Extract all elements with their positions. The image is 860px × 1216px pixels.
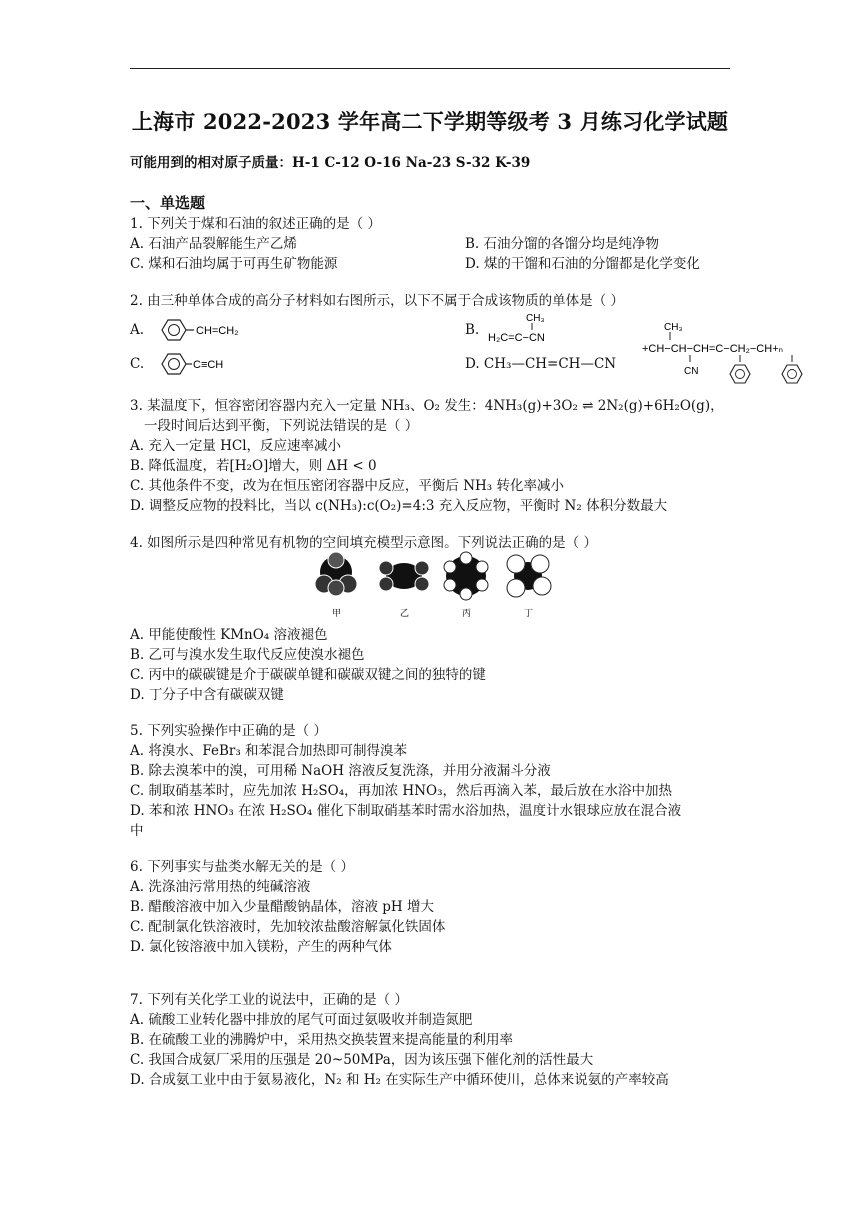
space-filling-models (306, 550, 556, 622)
q2-option-c: C. (130, 356, 145, 372)
q7-stem: 7. 下列有关化学工业的说法中，正确的是（ ） (130, 992, 408, 1008)
label-bing: 丙 (462, 609, 472, 619)
top-rule (130, 68, 730, 69)
methacrylonitrile-structure (486, 310, 576, 346)
q1-option-d: D. 煤的干馏和石油的分馏都是化学变化 (465, 256, 700, 272)
q6-option-a: A. 洗涤油污常用热的纯碱溶液 (130, 879, 311, 895)
q4-option-c: C. 丙中的碳碳键是介于碳碳单键和碳碳双键之间的独特的键 (130, 667, 486, 683)
label-jia: 甲 (332, 609, 342, 619)
b-main-formula: H₂C=C−CN (488, 332, 545, 344)
q5-option-b: B. 除去溴苯中的溴，可用稀 NaOH 溶液反复洗涤，并用分液漏斗分液 (130, 763, 551, 779)
q7-option-c: C. 我国合成氨厂采用的压强是 20~50MPa，因为该压强下催化剂的活性最大 (130, 1052, 594, 1068)
q6-option-d: D. 氯化铵溶液中加入镁粉，产生的两种气体 (130, 939, 392, 955)
q2-stem: 2. 由三种单体合成的高分子材料如右图所示，以下不属于合成该物质的单体是（ ） (130, 293, 624, 309)
styrene-formula: CH=CH₂ (196, 325, 239, 337)
q1-option-a: A. 石油产品裂解能生产乙烯 (130, 236, 297, 252)
q1-stem: 1. 下列关于煤和石油的叙述正确的是（ ） (130, 216, 381, 232)
q4-stem: 4. 如图所示是四种常见有机物的空间填充模型示意图。下列说法正确的是（ ） (130, 535, 597, 551)
q3-option-d: D. 调整反应物的投料比，当以 c(NH₃):c(O₂)=4:3 充入反应物，平衡时 N₂ 体积分数最大 (130, 498, 668, 514)
label-yi: 乙 (400, 609, 410, 619)
label-ding: 丁 (524, 609, 534, 619)
q4-option-d: D. 丁分子中含有碳碳双键 (130, 687, 284, 703)
q7-option-a: A. 硫酸工业转化器中排放的尾气可面过氨吸收并制造氮肥 (130, 1012, 473, 1028)
q5-option-d-line2: 中 (130, 823, 144, 839)
q6-option-c: C. 配制氯化铁溶液时，先加较浓盐酸溶解氯化铁固体 (130, 919, 446, 935)
q6-option-b: B. 醋酸溶液中加入少量醋酸钠晶体，溶液 pH 增大 (130, 899, 434, 915)
page-title: 上海市 2022-2023 学年高二下学期等级考 3 月练习化学试题 (131, 109, 729, 134)
q2-option-d: D. CH₃—CH=CH—CN (465, 356, 617, 372)
q5-option-a: A. 将溴水、FeBr₃ 和苯混合加热即可制得溴苯 (130, 743, 408, 759)
q5-option-d-line1: D. 苯和浓 HNO₃ 在浓 H₂SO₄ 催化下制取硝基苯时需水浴加热，温度计水银球应放在混合液 (130, 803, 682, 819)
styrene-structure (152, 314, 262, 346)
model-jia (315, 552, 357, 596)
q6-stem: 6. 下列事实与盐类水解无关的是（ ） (130, 859, 354, 875)
q1-option-b: B. 石油分馏的各馏分均是纯净物 (465, 236, 660, 252)
q5-option-c: C. 制取硝基苯时，应先加浓 H₂SO₄，再加浓 HNO₃，然后再滴入苯，最后放在水浴中加热 (130, 783, 672, 799)
q2-option-b: B. (465, 322, 480, 338)
polymer-structure (640, 318, 825, 390)
polymer-methyl-label: CH₃ (664, 322, 683, 333)
polymer-chain: +CH−CH−CH=C−CH₂−CH+ₙ (642, 343, 784, 355)
q4-option-b: B. 乙可与溴水发生取代反应使溴水褪色 (130, 647, 365, 663)
q3-option-a: A. 充入一定量 HCl，反应速率减小 (130, 438, 342, 454)
q3-stem-line1: 3. 某温度下，恒容密闭容器内充入一定量 NH₃、O₂ 发生：4NH₃(g)+3O₂ ⇌ 2N₂(g)+6H₂O(g)， (130, 398, 724, 414)
q3-option-c: C. 其他条件不变，改为在恒压密闭容器中反应，平衡后 NH₃ 转化率减小 (130, 478, 565, 494)
q1-option-c: C. 煤和石油均属于可再生矿物能源 (130, 256, 338, 272)
model-yi (379, 561, 429, 591)
model-ding (507, 555, 551, 597)
q7-option-d: D. 合成氨工业中由于氨易液化，N₂ 和 H₂ 在实际生产中循环使川，总体来说氨的产率较高 (130, 1072, 669, 1088)
q3-option-b: B. 降低温度，若[H₂O]增大，则 ΔH < 0 (130, 458, 377, 474)
q2-option-a: A. (130, 322, 145, 338)
atomic-mass-line: 可能用到的相对原子质量：H-1 C-12 O-16 Na-23 S-32 K-39 (130, 155, 531, 171)
q5-stem: 5. 下列实验操作中正确的是（ ） (130, 723, 327, 739)
phenylacetylene-structure (152, 348, 242, 380)
b-methyl-label: CH₃ (526, 313, 545, 324)
q3-stem-line2: 一段时间后达到平衡，下列说法错误的是（ ） (144, 418, 419, 434)
model-bing (444, 552, 488, 600)
section-heading: 一、单选题 (130, 194, 206, 212)
phenylacetylene-formula: C≡CH (193, 359, 224, 371)
polymer-cn-label: CN (684, 366, 699, 377)
q4-option-a: A. 甲能使酸性 KMnO₄ 溶液褪色 (130, 627, 328, 643)
q7-option-b: B. 在硫酸工业的沸腾炉中，采用热交换装置来提高能量的利用率 (130, 1032, 514, 1048)
